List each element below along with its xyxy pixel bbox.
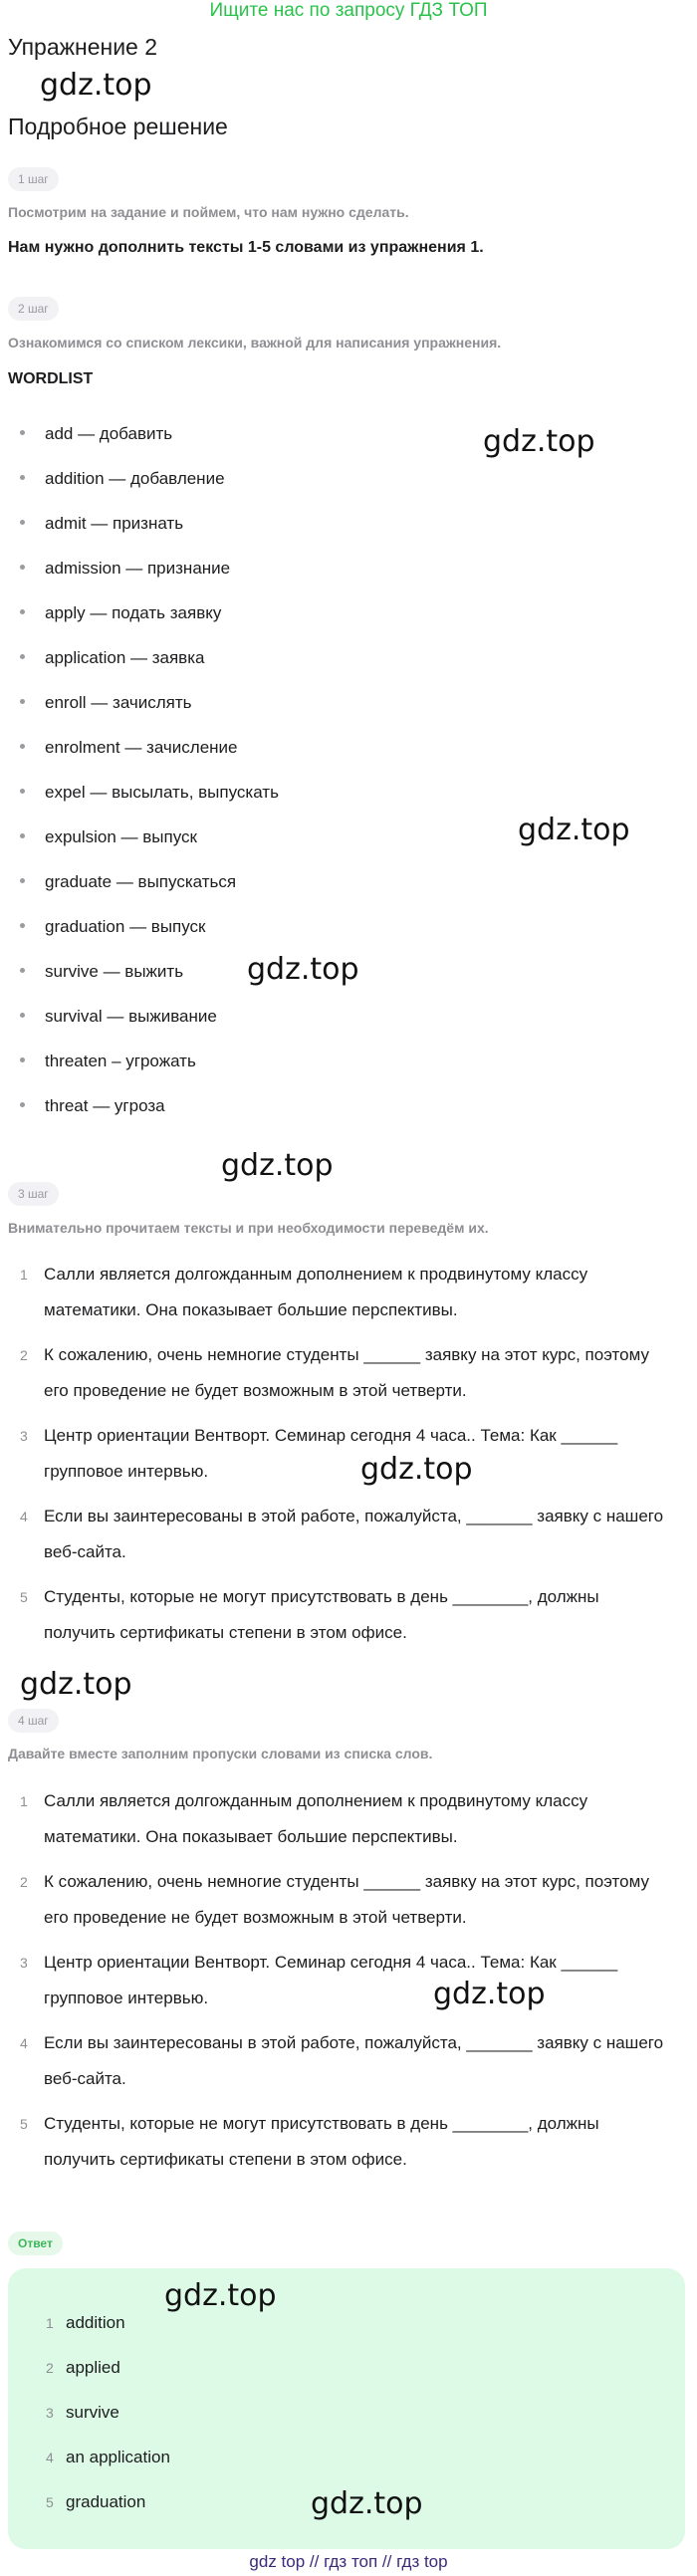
watermark: gdz.top — [164, 2278, 277, 2313]
bullet-icon — [20, 968, 25, 973]
text-item: 4 Если вы заинтересованы в этой работе, пожалуйста, _______ заявку с нашего веб-сайта. — [20, 2033, 664, 2088]
watermark: gdz.top — [221, 1148, 334, 1183]
bullet-icon — [20, 654, 25, 659]
bullet-icon — [20, 699, 25, 704]
wordlist-item: expel — высылать, выпускать — [20, 783, 279, 803]
wordlist-item: add — добавить — [20, 424, 172, 444]
step-1-text: Нам нужно дополнить тексты 1-5 словами из упражнения 1. — [8, 239, 484, 256]
watermark: gdz.top — [247, 952, 359, 987]
wordlist-item: enrolment — зачисление — [20, 738, 237, 758]
watermark: gdz.top — [483, 424, 595, 459]
bullet-icon — [20, 565, 25, 570]
wordlist-item: admit — признать — [20, 514, 183, 534]
watermark: gdz.top — [311, 2486, 423, 2521]
wordlist-item: graduate — выпускаться — [20, 872, 236, 892]
text-item: 3 Центр ориентации Вентворт. Семинар сегодня 4 часа.. Тема: Как ______ групповое интервью. — [20, 1426, 618, 1481]
bullet-icon — [20, 520, 25, 525]
wordlist-item: expulsion — выпуск — [20, 827, 197, 847]
wordlist-item: enroll — зачислять — [20, 693, 192, 713]
watermark: gdz.top — [433, 1977, 546, 2011]
step-2-note: Ознакомимся со списком лексики, важной для написания упражнения. — [8, 335, 502, 351]
answer-item: 3 survive — [46, 2403, 119, 2422]
watermark: gdz.top — [518, 813, 630, 847]
text-item: 2 К сожалению, очень немногие студенты ______ заявку на этот курс, поэтому его проведение не будет возможным в этой четверти. — [20, 1345, 649, 1400]
wordlist-item: graduation — выпуск — [20, 917, 206, 937]
wordlist-item: survive — выжить — [20, 962, 183, 982]
text-item: 5 Студенты, которые не могут присутствовать в день ________, должны получить сертификаты степени в этом офисе. — [20, 2114, 599, 2169]
answer-item: 4 an application — [46, 2448, 170, 2466]
exercise-title: Упражнение 2 — [8, 34, 158, 60]
text-item: 4 Если вы заинтересованы в этой работе, пожалуйста, _______ заявку с нашего веб-сайта. — [20, 1507, 664, 1561]
wordlist-item: threaten – угрожать — [20, 1052, 196, 1071]
bullet-icon — [20, 609, 25, 614]
text-item: 2 К сожалению, очень немногие студенты ______ заявку на этот курс, поэтому его проведение не будет возможным в этой четверти. — [20, 1872, 649, 1927]
bullet-icon — [20, 744, 25, 749]
top-banner[interactable]: Ищите нас по запросу ГДЗ ТОП — [209, 0, 488, 21]
answer-item: 5 graduation — [46, 2492, 146, 2511]
wordlist-item: survival — выживание — [20, 1007, 217, 1027]
solution-title: Подробное решение — [8, 114, 228, 139]
bullet-icon — [20, 475, 25, 480]
text-item: 1 Салли является долгожданным дополнением к продвинутому классу математики. Она показывает большие перспективы. — [20, 1791, 588, 1846]
wordlist-item: application — заявка — [20, 648, 204, 668]
answer-item: 1 addition — [46, 2313, 125, 2332]
step-3-note: Внимательно прочитаем тексты и при необходимости переведём их. — [8, 1220, 489, 1236]
bullet-icon — [20, 1013, 25, 1018]
answer-badge: Ответ — [8, 2231, 63, 2255]
bullet-icon — [20, 1057, 25, 1062]
answer-item: 2 applied — [46, 2358, 120, 2377]
watermark: gdz.top — [360, 1452, 473, 1487]
step-badge-2: 2 шаг — [8, 297, 59, 321]
wordlist-heading: WORDLIST — [8, 370, 94, 387]
step-badge-4: 4 шаг — [8, 1709, 59, 1733]
watermark: gdz.top — [20, 1667, 132, 1702]
watermark: gdz.top — [40, 68, 152, 103]
step-badge-3: 3 шаг — [8, 1182, 59, 1206]
text-item: 3 Центр ориентации Вентворт. Семинар сегодня 4 часа.. Тема: Как ______ групповое интервью. — [20, 1953, 618, 2007]
wordlist-item: addition — добавление — [20, 469, 225, 489]
step-1-note: Посмотрим на задание и поймем, что нам нужно сделать. — [8, 204, 409, 220]
wordlist-item: threat — угроза — [20, 1096, 165, 1116]
wordlist-item: admission — признание — [20, 559, 230, 579]
bullet-icon — [20, 430, 25, 435]
step-4-note: Давайте вместе заполним пропуски словами из списка слов. — [8, 1746, 433, 1761]
bullet-icon — [20, 923, 25, 928]
footer-links[interactable]: gdz top // гдз топ // гдз top — [249, 2552, 448, 2571]
bullet-icon — [20, 878, 25, 883]
bullet-icon — [20, 1102, 25, 1107]
bullet-icon — [20, 789, 25, 794]
text-item: 5 Студенты, которые не могут присутствовать в день ________, должны получить сертификаты степени в этом офисе. — [20, 1587, 599, 1642]
text-item: 1 Салли является долгожданным дополнением к продвинутому классу математики. Она показывает большие перспективы. — [20, 1265, 588, 1319]
wordlist-item: apply — подать заявку — [20, 603, 221, 623]
step-badge-1: 1 шаг — [8, 167, 59, 191]
bullet-icon — [20, 833, 25, 838]
